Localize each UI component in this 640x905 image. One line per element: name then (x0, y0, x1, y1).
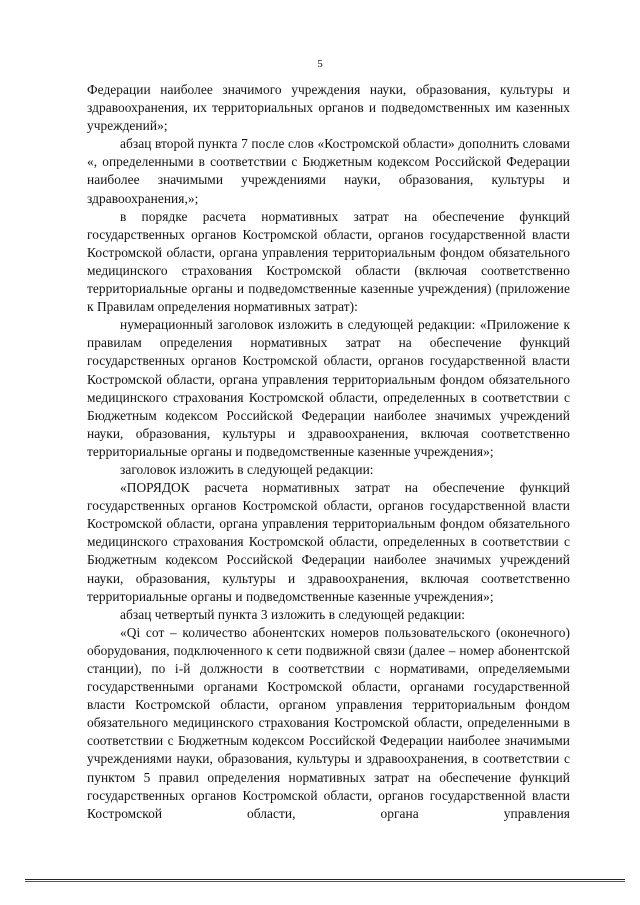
paragraph-8: «Qi сот – количество абонентских номеров пользовательского (оконечного) оборудования, подключенного к сети подвижной связи (далее – номер абонентской станции), по i-й должности в соответствии с нормативами, определяемыми государственными органами Костромской области, органами государственной власти Костромской области, органом управления территориальным фондом обязательного медицинского страхования Костромской области, определенными в соответствии с Бюджетным кодексом Российской Федерации наиболее значимыми учреждениями науки, образования, культуры и здравоохранения, в соответствии с пунктом 5 правил определения нормативных затрат на обеспечение функций государственных органов Костромской области, органов государственной власти Костромской области, органа управления (87, 624, 570, 821)
paragraph-2: абзац второй пункта 7 после слов «Костромской области» дополнить словами «, определенными в соответствии с Бюджетным кодексом Российской Федерации наиболее значимыми учреждениями науки, образования, культуры и здравоохранения,»; (87, 136, 570, 206)
paragraph-1: Федерации наиболее значимого учреждения науки, образования, культуры и здравоохранения, их территориальных органов и подведомственных им казенных учреждений»; (87, 82, 570, 134)
page-number: 5 (317, 58, 323, 70)
document-body (87, 81, 570, 823)
paragraph-4: нумерационный заголовок изложить в следующей редакции: «Приложение к правилам определения нормативных затрат на обеспечение функций государственных органов Костромской области, органов государственной власти Костромской области, органа управления территориальным фондом обязательного медицинского страхования Костромской области, определенных в соответствии с Бюджетным кодексом Российской Федерации наиболее значимых учреждений науки, образования, культуры и здравоохранения, включая соответственно территориальные органы и подведомственные казенные учреждения»; (87, 317, 570, 459)
paragraph-3: в порядке расчета нормативных затрат на обеспечение функций государственных органов Костромской области, органов государственной власти Костромской области, органа управления территориальным фондом обязательного медицинского страхования Костромской области (включая соответственно территориальные органы и подведомственные казенные учреждения) (приложение к Правилам определения нормативных затрат): (87, 208, 570, 315)
scan-edge-line (25, 879, 625, 880)
paragraph-6: «ПОРЯДОК расчета нормативных затрат на обеспечение функций государственных органов Костромской области, органов государственной власти Костромской области, органа управления территориальным фондом обязательного медицинского страхования Костромской области, определенных в соответствии с Бюджетным кодексом Российской Федерации наиболее значимых учреждений науки, образования, культуры и здравоохранения, включая соответственно территориальные органы и подведомственные казенные учреждения»; (87, 480, 570, 604)
paragraph-7: абзац четвертый пункта 3 изложить в следующей редакции: (120, 606, 466, 622)
scan-edge-line-secondary (25, 881, 625, 882)
paragraph-5: заголовок изложить в следующей редакции: (120, 461, 374, 477)
